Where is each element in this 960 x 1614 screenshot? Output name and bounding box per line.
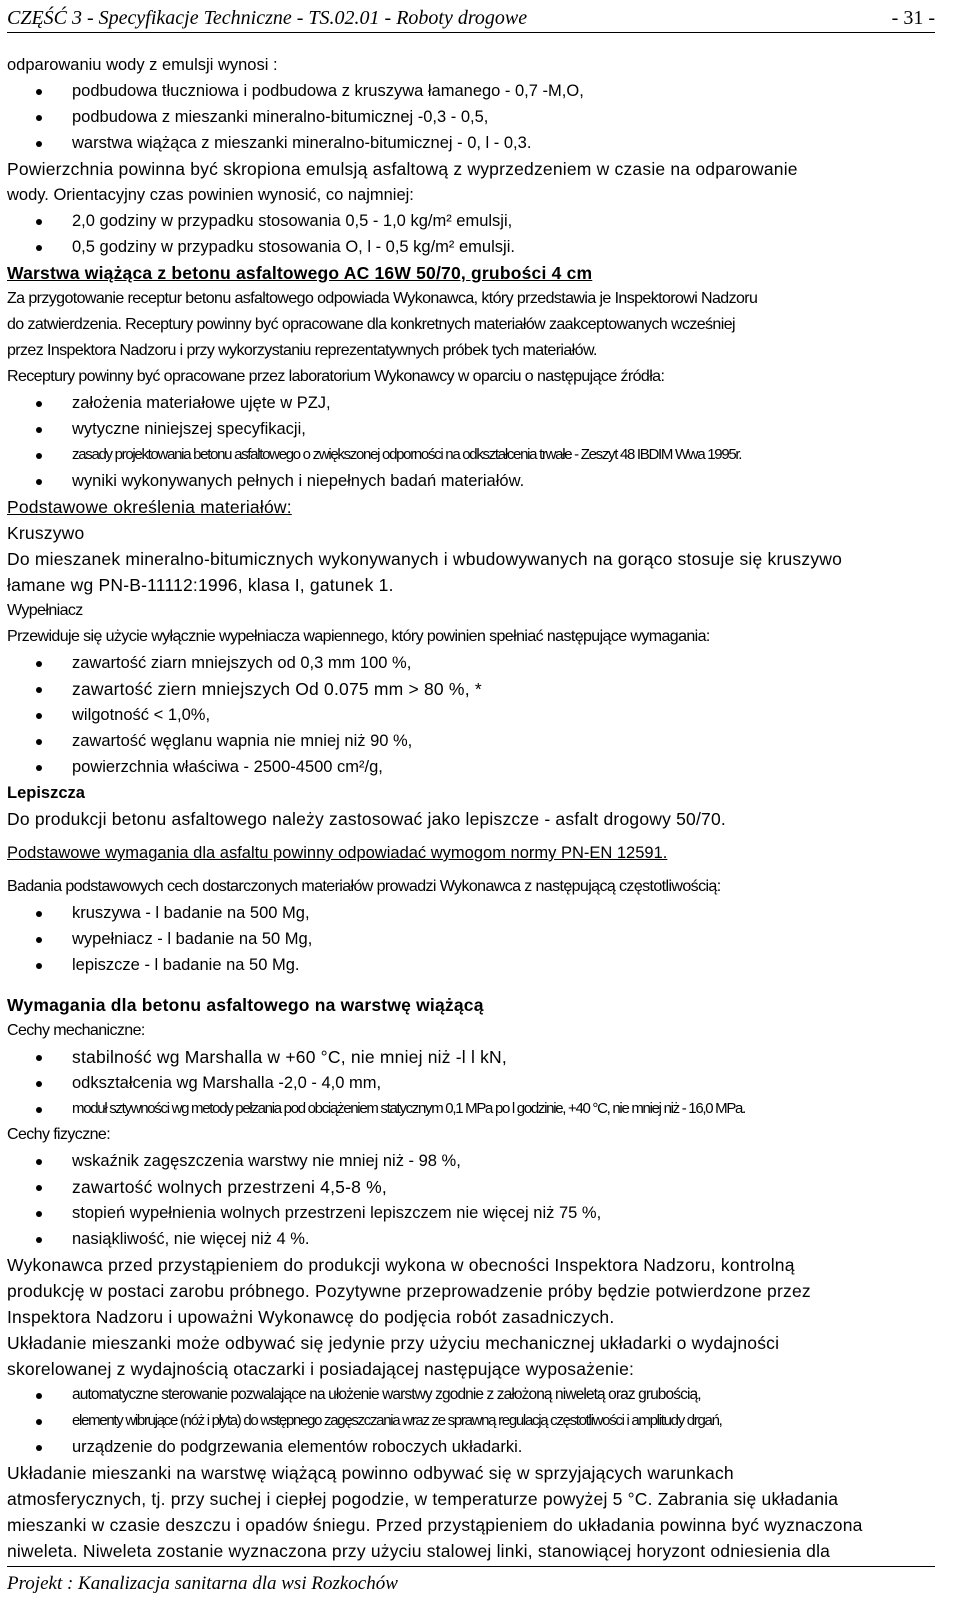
text-line: odparowaniu wody z emulsji wynosi : bbox=[7, 56, 278, 74]
bullet-item: moduł sztywności wg metody pełzania pod obciążeniem statycznym 0,1 MPa po l godzinie, +40 °C, nie mniej niż - 16,0 MPa. bbox=[7, 1096, 940, 1122]
bullet-item: stabilność wg Marshalla w +60 °C, nie mniej niż -l l kN, bbox=[7, 1044, 940, 1070]
bullet-item: kruszywa - l badanie na 500 Mg, bbox=[7, 900, 940, 926]
bullet-item: nasiąkliwość, nie więcej niż 4 %. bbox=[7, 1226, 940, 1252]
bullet-item: zasady projektowania betonu asfaltowego o zwiększonej odporności na odkształcenia trwałe - Zeszyt 48 IBDIM Wwa 1995r. bbox=[7, 442, 940, 468]
bullet-item: powierzchnia właściwa - 2500-4500 cm²/g, bbox=[7, 754, 940, 780]
page-header bbox=[7, 4, 935, 33]
page-footer bbox=[7, 1566, 935, 1603]
bullet-item: zawartość ziern mniejszych Od 0.075 mm > 80 %, * bbox=[7, 676, 940, 702]
bullet-item: wytyczne niniejszej specyfikacji, bbox=[7, 416, 940, 442]
text-line: Do mieszanek mineralno-bitumicznych wykonywanych i wbudowywanych na gorąco stosuje się kruszywo bbox=[7, 549, 843, 569]
text-line: Podstawowe określenia materiałów: bbox=[7, 497, 292, 517]
bullet-item: urządzenie do podgrzewania elementów roboczych układarki. bbox=[7, 1434, 940, 1460]
bullet-item: zawartość ziarn mniejszych od 0,3 mm 100 %, bbox=[7, 650, 940, 676]
text-line: atmosferycznych, tj. przy suchej i ciepłej pogodzie, w temperaturze powyżej 5 °C. Zabrania się układania bbox=[7, 1489, 839, 1509]
text-line: Za przygotowanie receptur betonu asfaltowego odpowiada Wykonawca, który przedstawia je Inspektorowi Nadzoru bbox=[7, 290, 758, 307]
text-line: Wykonawca przed przystąpieniem do produkcji wykona w obecności Inspektora Nadzoru, kontrolną bbox=[7, 1255, 795, 1275]
text-line: niweleta. Niweleta zostanie wyznaczona przy użyciu stalowej linki, stanowiącej horyzont odniesienia dla bbox=[7, 1541, 831, 1561]
bullet-item: stopień wypełnienia wolnych przestrzeni lepiszczem nie więcej niż 75 %, bbox=[7, 1200, 940, 1226]
bullet-item: zawartość wolnych przestrzeni 4,5-8 %, bbox=[7, 1174, 940, 1200]
bullet-item: podbudowa tłuczniowa i podbudowa z kruszywa łamanego - 0,7 -M,O, bbox=[7, 78, 940, 104]
bullet-item: automatyczne sterowanie pozwalające na ułożenie warstwy zgodnie z założoną niweletą oraz grubością, bbox=[7, 1382, 940, 1408]
document-body bbox=[7, 52, 940, 1564]
bullet-item: warstwa wiążąca z mieszanki mineralno-bitumicznej - 0, l - 0,3. bbox=[7, 130, 940, 156]
bullet-item: odkształcenia wg Marshalla -2,0 - 4,0 mm, bbox=[7, 1070, 940, 1096]
bullet-item: wypełniacz - l badanie na 50 Mg, bbox=[7, 926, 940, 952]
text-line: skorelowanej z wydajnością otaczarki i posiadającej następujące wyposażenie: bbox=[7, 1359, 635, 1379]
bullet-item: 0,5 godziny w przypadku stosowania O, l - 0,5 kg/m² emulsji. bbox=[7, 234, 940, 260]
text-line: Układanie mieszanki na warstwę wiążącą powinno odbywać się w sprzyjających warunkach bbox=[7, 1463, 734, 1483]
text-line: produkcję w postaci zarobu próbnego. Pozytywne przeprowadzenie próby będzie potwierdzone przez bbox=[7, 1281, 811, 1301]
text-line: przez Inspektora Nadzoru i przy wykorzystaniu reprezentatywnych próbek tych materiałów. bbox=[7, 342, 597, 359]
text-line: Powierzchnia powinna być skropiona emulsją asfaltową z wyprzedzeniem w czasie na odparowanie bbox=[7, 159, 798, 179]
bullet-item: podbudowa z mieszanki mineralno-bitumicznej -0,3 - 0,5, bbox=[7, 104, 940, 130]
text-line: Inspektora Nadzoru i upoważni Wykonawcę do podjęcia robót zasadniczych. bbox=[7, 1307, 615, 1327]
text-line: Receptury powinny być opracowane przez laboratorium Wykonawcy w oparciu o następujące źródła: bbox=[7, 368, 665, 385]
text-line: Cechy fizyczne: bbox=[7, 1126, 111, 1143]
footer-project: Projekt : Kanalizacja sanitarna dla wsi Rozkochów bbox=[7, 1573, 398, 1594]
text-line: łamane wg PN-B-11112:1996, klasa I, gatunek 1. bbox=[7, 575, 394, 595]
bullet-item: zawartość węglanu wapnia nie mniej niż 90 %, bbox=[7, 728, 940, 754]
text-line: Układanie mieszanki może odbywać się jedynie przy użyciu mechanicznej układarki o wydajności bbox=[7, 1333, 780, 1353]
text-line: Podstawowe wymagania dla asfaltu powinny odpowiadać wymogom normy PN-EN 12591. bbox=[7, 844, 668, 862]
bullet-item: wskaźnik zagęszczenia warstwy nie mniej niż - 98 %, bbox=[7, 1148, 940, 1174]
bullet-item: wyniki wykonywanych pełnych i niepełnych badań materiałów. bbox=[7, 468, 940, 494]
text-line: Kruszywo bbox=[7, 523, 85, 543]
text-line: wody. Orientacyjny czas powinien wynosić, co najmniej: bbox=[7, 186, 414, 204]
page-number: - 31 - bbox=[891, 7, 935, 29]
bullet-item: wilgotność < 1,0%, bbox=[7, 702, 940, 728]
text-line: Wymagania dla betonu asfaltowego na warstwę wiążącą bbox=[7, 995, 484, 1015]
header-title: CZĘŚĆ 3 - Specyfikacje Techniczne - TS.02.01 - Roboty drogowe bbox=[7, 7, 528, 29]
text-line: Lepiszcza bbox=[7, 784, 85, 802]
text-line: do zatwierdzenia. Receptury powinny być opracowane dla konkretnych materiałów zaakceptowanych wcześniej bbox=[7, 316, 735, 333]
text-line: Przewiduje się użycie wyłącznie wypełniacza wapiennego, który powinien spełniać następujące wymagania: bbox=[7, 628, 710, 645]
text-line: Cechy mechaniczne: bbox=[7, 1022, 145, 1039]
text-line: Warstwa wiążąca z betonu asfaltowego AC 16W 50/70, grubości 4 cm bbox=[7, 263, 593, 283]
bullet-item: lepiszcze - l badanie na 50 Mg. bbox=[7, 952, 940, 978]
text-line: Wypełniacz bbox=[7, 602, 83, 619]
bullet-item: elementy wibrujące (nóż i płyta) do wstępnego zagęszczania wraz ze sprawną regulacją częstotliwości i amplitudy drgań, bbox=[7, 1408, 940, 1434]
text-line: mieszanki w czasie deszczu i opadów śniegu. Przed przystąpieniem do układania powinna być wyznaczona bbox=[7, 1515, 863, 1535]
text-line: Do produkcji betonu asfaltowego należy zastosować jako lepiszcze - asfalt drogowy 50/70. bbox=[7, 809, 726, 829]
bullet-item: 2,0 godziny w przypadku stosowania 0,5 - 1,0 kg/m² emulsji, bbox=[7, 208, 940, 234]
bullet-item: założenia materiałowe ujęte w PZJ, bbox=[7, 390, 940, 416]
text-line: Badania podstawowych cech dostarczonych materiałów prowadzi Wykonawca z następującą częstotliwością: bbox=[7, 878, 721, 895]
